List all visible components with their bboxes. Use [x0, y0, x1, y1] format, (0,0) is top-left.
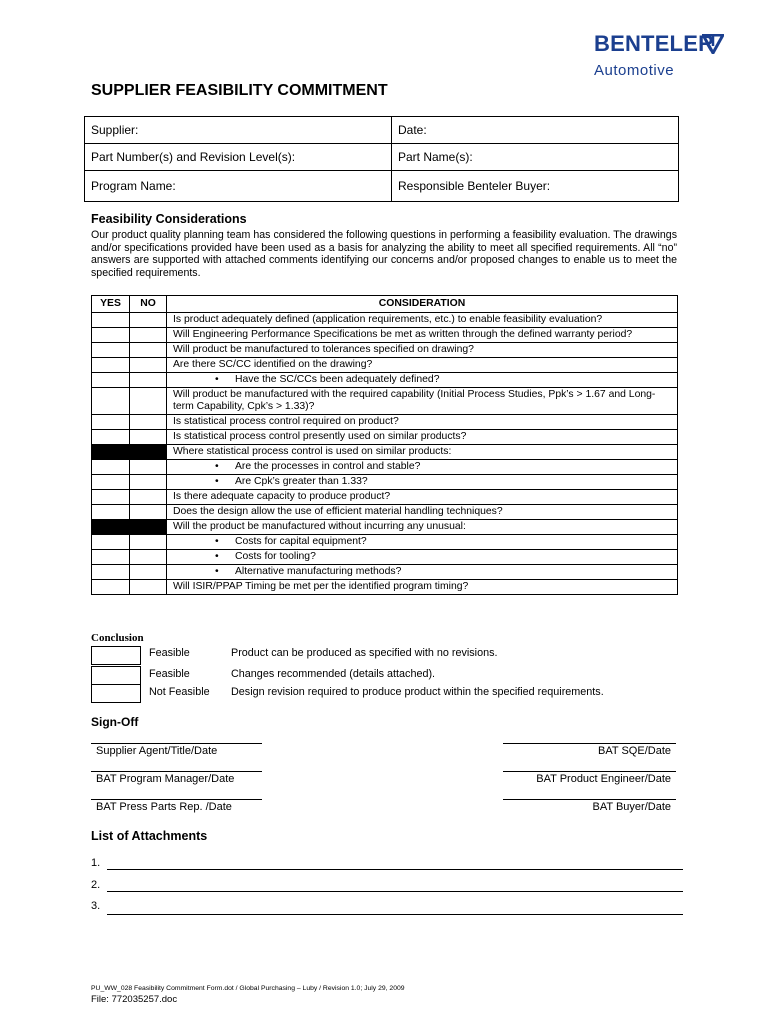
- table-row: [92, 358, 678, 373]
- blacked-out-cell: [92, 445, 130, 460]
- table-row: [92, 490, 678, 505]
- consideration-text: Are the processes in control and stable?: [235, 461, 421, 472]
- signoff-label: BAT Buyer/Date: [592, 801, 671, 813]
- no-checkbox[interactable]: [130, 535, 167, 550]
- consideration-subitem: [167, 565, 678, 580]
- consideration-text: Does the design allow the use of efficient material handling techniques?: [167, 505, 678, 520]
- logo-division: Automotive: [594, 62, 675, 79]
- consideration-text: Are there SC/CC identified on the drawing?: [167, 358, 678, 373]
- bullet-icon: •: [215, 536, 219, 547]
- yes-checkbox[interactable]: [92, 343, 130, 358]
- conclusion-description: Product can be produced as specified with no revisions.: [231, 647, 498, 659]
- attachment-number: 1.: [91, 857, 101, 869]
- consideration-text: Are Cpk’s greater than 1.33?: [235, 476, 368, 487]
- table-row: [92, 373, 678, 388]
- bullet-icon: •: [215, 374, 219, 385]
- footer-file-name: File: 772035257.doc: [91, 994, 178, 1005]
- blacked-out-cell: [92, 520, 130, 535]
- attachment-line[interactable]: [107, 914, 683, 915]
- consideration-subitem: [167, 535, 678, 550]
- logo-brand: BENTELER: [594, 31, 715, 56]
- yes-checkbox[interactable]: [92, 550, 130, 565]
- date-field[interactable]: Date:: [392, 117, 679, 144]
- conclusion-heading: Conclusion: [91, 632, 144, 644]
- part-numbers-field[interactable]: Part Number(s) and Revision Level(s):: [85, 144, 392, 171]
- signature-line[interactable]: [503, 743, 676, 744]
- table-row: [92, 343, 678, 358]
- bullet-icon: •: [215, 461, 219, 472]
- signature-line[interactable]: [91, 743, 262, 744]
- signoff-heading: Sign-Off: [91, 715, 139, 729]
- consideration-text: Costs for capital equipment?: [235, 536, 367, 547]
- consideration-text: Is statistical process control required on product?: [167, 415, 678, 430]
- no-checkbox[interactable]: [130, 490, 167, 505]
- consideration-subitem: [167, 550, 678, 565]
- signoff-label: BAT Program Manager/Date: [96, 773, 235, 785]
- signature-line[interactable]: [91, 799, 262, 800]
- no-checkbox[interactable]: [130, 475, 167, 490]
- consideration-text: Will product be manufactured with the required capability (Initial Process Studies, Ppk’s > 1.67 and Long-term Capability, Cpk’s > 1.33)?: [167, 388, 678, 415]
- yes-checkbox[interactable]: [92, 430, 130, 445]
- no-checkbox[interactable]: [130, 343, 167, 358]
- yes-header: YES: [92, 296, 130, 313]
- table-row: [92, 580, 678, 595]
- consideration-subitem: [167, 475, 678, 490]
- conclusion-label: Not Feasible: [149, 686, 210, 698]
- bullet-icon: •: [215, 476, 219, 487]
- yes-checkbox[interactable]: [92, 490, 130, 505]
- table-header-row: [92, 296, 678, 313]
- table-row: [92, 328, 678, 343]
- consideration-text: Is there adequate capacity to produce product?: [167, 490, 678, 505]
- program-name-field[interactable]: Program Name:: [85, 171, 392, 202]
- consideration-text: Where statistical process control is used on similar products:: [167, 445, 678, 460]
- no-checkbox[interactable]: [130, 565, 167, 580]
- page-title: SUPPLIER FEASIBILITY COMMITMENT: [91, 82, 388, 99]
- consideration-text: Will the product be manufactured without incurring any unusual:: [167, 520, 678, 535]
- signoff-label: BAT Press Parts Rep. /Date: [96, 801, 232, 813]
- no-checkbox[interactable]: [130, 430, 167, 445]
- yes-checkbox[interactable]: [92, 505, 130, 520]
- feasibility-paragraph: Our product quality planning team has considered the following questions in performing a feasibility evaluation. The drawings and/or specifications provided have been used as a basis for analyzing the ability to meet all specified requirements. All “no” answers are supported with attached comments identifying our concerns and/or proposed changes to enable us to meet the specified requirements.: [91, 229, 677, 280]
- yes-checkbox[interactable]: [92, 565, 130, 580]
- table-row: [92, 445, 678, 460]
- no-checkbox[interactable]: [130, 580, 167, 595]
- consideration-text: Will ISIR/PPAP Timing be met per the identified program timing?: [167, 580, 678, 595]
- table-row: [92, 313, 678, 328]
- consideration-subitem: [167, 373, 678, 388]
- no-checkbox[interactable]: [130, 550, 167, 565]
- conclusion-label: Feasible: [149, 647, 190, 659]
- signoff-label: BAT SQE/Date: [598, 745, 671, 757]
- yes-checkbox[interactable]: [92, 358, 130, 373]
- conclusion-checkbox-feasible[interactable]: [91, 646, 141, 665]
- footer-form-info: PU_WW_028 Feasibility Commitment Form.dot / Global Purchasing – Luby / Revision 1.0; July 29, 2009: [91, 985, 405, 992]
- considerations-table: [91, 295, 678, 595]
- bullet-icon: •: [215, 566, 219, 577]
- table-row: [92, 565, 678, 580]
- yes-checkbox[interactable]: [92, 388, 130, 415]
- consideration-text: Alternative manufacturing methods?: [235, 566, 402, 577]
- logo-triangle-icon: [702, 34, 724, 54]
- header-fields-table: [84, 116, 679, 202]
- consideration-text: Will Engineering Performance Specifications be met as written through the defined warranty period?: [167, 328, 678, 343]
- yes-checkbox[interactable]: [92, 373, 130, 388]
- attachment-number: 3.: [91, 900, 101, 912]
- table-row: [92, 430, 678, 445]
- signoff-label: Supplier Agent/Title/Date: [96, 745, 218, 757]
- blacked-out-cell: [130, 520, 167, 535]
- attachments-heading: List of Attachments: [91, 829, 208, 843]
- no-checkbox[interactable]: [130, 460, 167, 475]
- conclusion-description: Changes recommended (details attached).: [231, 668, 436, 680]
- no-checkbox[interactable]: [130, 328, 167, 343]
- yes-checkbox[interactable]: [92, 328, 130, 343]
- no-checkbox[interactable]: [130, 505, 167, 520]
- signoff-label: BAT Product Engineer/Date: [536, 773, 671, 785]
- table-row: [92, 520, 678, 535]
- blacked-out-cell: [130, 445, 167, 460]
- consideration-text: Have the SC/CCs been adequately defined?: [235, 374, 440, 385]
- yes-checkbox[interactable]: [92, 460, 130, 475]
- no-header: NO: [130, 296, 167, 313]
- conclusion-checkbox-not-feasible[interactable]: [91, 684, 141, 703]
- yes-checkbox[interactable]: [92, 580, 130, 595]
- table-row: [92, 388, 678, 415]
- no-checkbox[interactable]: [130, 313, 167, 328]
- signature-line[interactable]: [91, 771, 262, 772]
- no-checkbox[interactable]: [130, 358, 167, 373]
- bullet-icon: •: [215, 551, 219, 562]
- feasibility-heading: Feasibility Considerations: [91, 212, 247, 226]
- consideration-text: Is statistical process control presently used on similar products?: [167, 430, 678, 445]
- conclusion-checkbox-feasible-changes[interactable]: [91, 666, 141, 685]
- consideration-text: Costs for tooling?: [235, 551, 316, 562]
- consideration-text: Is product adequately defined (application requirements, etc.) to enable feasibility evaluation?: [167, 313, 678, 328]
- table-row: [92, 535, 678, 550]
- signature-line[interactable]: [503, 799, 676, 800]
- table-row: [92, 415, 678, 430]
- no-checkbox[interactable]: [130, 388, 167, 415]
- attachment-line[interactable]: [107, 869, 683, 870]
- attachment-number: 2.: [91, 879, 101, 891]
- no-checkbox[interactable]: [130, 415, 167, 430]
- yes-checkbox[interactable]: [92, 535, 130, 550]
- consideration-subitem: [167, 460, 678, 475]
- table-row: [92, 475, 678, 490]
- yes-checkbox[interactable]: [92, 475, 130, 490]
- no-checkbox[interactable]: [130, 373, 167, 388]
- conclusion-description: Design revision required to produce product within the specified requirements.: [231, 686, 604, 698]
- conclusion-label: Feasible: [149, 668, 190, 680]
- supplier-field[interactable]: Supplier:: [85, 117, 392, 144]
- yes-checkbox[interactable]: [92, 415, 130, 430]
- table-row: [92, 550, 678, 565]
- consideration-header: CONSIDERATION: [167, 296, 678, 313]
- table-row: [92, 505, 678, 520]
- yes-checkbox[interactable]: [92, 313, 130, 328]
- signature-line[interactable]: [503, 771, 676, 772]
- part-names-field[interactable]: Part Name(s):: [392, 144, 679, 171]
- consideration-text: Will product be manufactured to tolerances specified on drawing?: [167, 343, 678, 358]
- attachment-line[interactable]: [107, 891, 683, 892]
- buyer-field[interactable]: Responsible Benteler Buyer:: [392, 171, 679, 202]
- table-row: [92, 460, 678, 475]
